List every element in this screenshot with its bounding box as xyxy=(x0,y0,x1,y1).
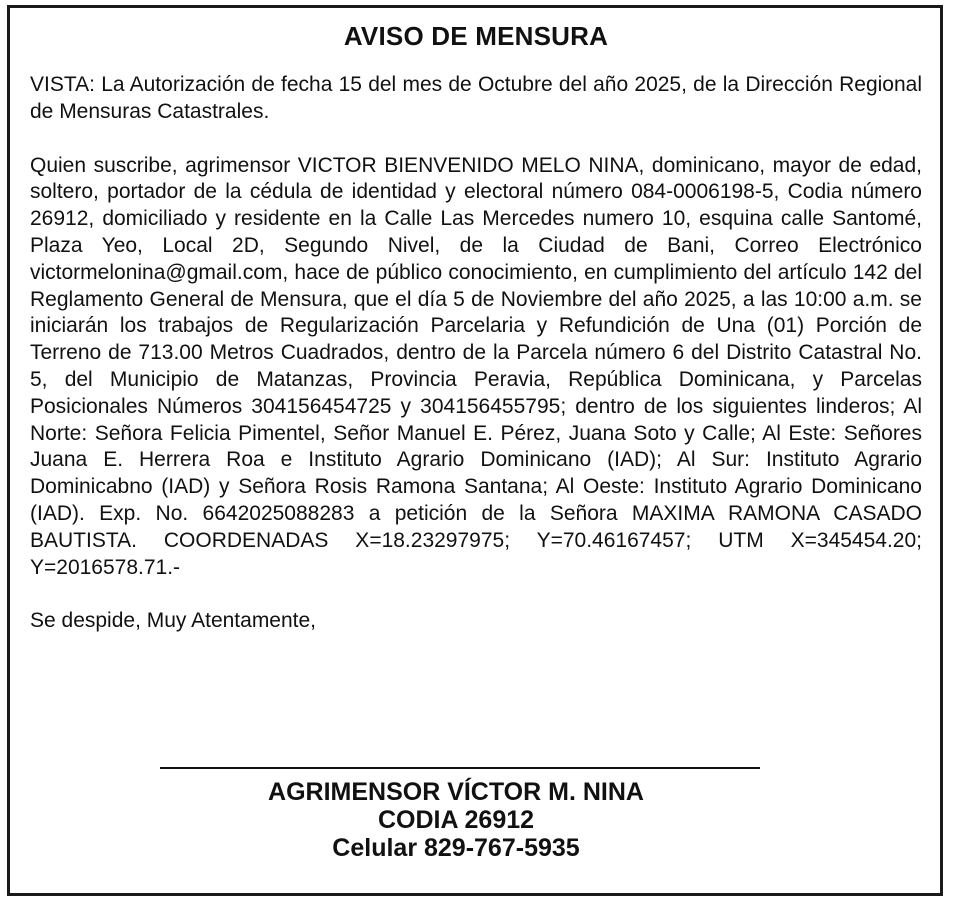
signature-line xyxy=(160,767,760,769)
notice-title: AVISO DE MENSURA xyxy=(343,21,609,51)
notice-content xyxy=(30,20,922,634)
closing-line: Se despide, Muy Atentamente, xyxy=(30,609,317,633)
notice-border xyxy=(7,5,943,896)
signature-block xyxy=(10,778,902,862)
authorization-paragraph: VISTA: La Autorización de fecha 15 del mes de Octubre del año 2025, de la Dirección Regional de Mensuras Catastrales. xyxy=(30,73,922,123)
signer-phone: Celular 829-767-5935 xyxy=(332,834,580,862)
signer-codia: CODIA 26912 xyxy=(377,806,535,834)
notice-body-paragraph: Quien suscribe, agrimensor VICTOR BIENVENIDO MELO NINA, dominicano, mayor de edad, soltero, portador de la cédula de identidad y electoral número 084-0006198-5, Codia número 26912, domiciliado y residente en la Calle Las Mercedes numero 10, esquina calle Santomé, Plaza Yeo, Local 2D, Segundo Nivel, de la Ciudad de Bani, Correo Electrónico victormelonina@gmail.com, hace de público conocimiento, en cumplimiento del artículo 142 del Reglamento General de Mensura, que el día 5 de Noviembre del año 2025, a las 10:00 a.m. se iniciarán los trabajos de Regularización Parcelaria y Refundición de Una (01) Porción de Terreno de 713.00 Metros Cuadrados, dentro de la Parcela número 6 del Distrito Catastral No. 5, del Municipio de Matanzas, Provincia Peravia, República Dominicana, y Parcelas Posicionales Números 304156454725 y 304156455795; dentro de los siguientes linderos; Al Norte: Señora Felicia Pimentel, Señor Manuel E. Pérez, Juana Soto y Calle; Al Este: Señores Juana E. Herrera Roa e Instituto Agrario Dominicano (IAD); Al Sur: Instituto Agrario Dominicabno (IAD) y Señora Rosis Ramona Santana; Al Oeste: Instituto Agrario Dominicano (IAD). Exp. No. 6642025088283 a petición de la Señora MAXIMA RAMONA CASADO BAUTISTA. COORDENADAS X=18.23297975; Y=70.46167457; UTM X=345454.20; Y=2016578.71.- xyxy=(30,153,922,579)
signer-name: AGRIMENSOR VÍCTOR M. NINA xyxy=(268,778,644,806)
